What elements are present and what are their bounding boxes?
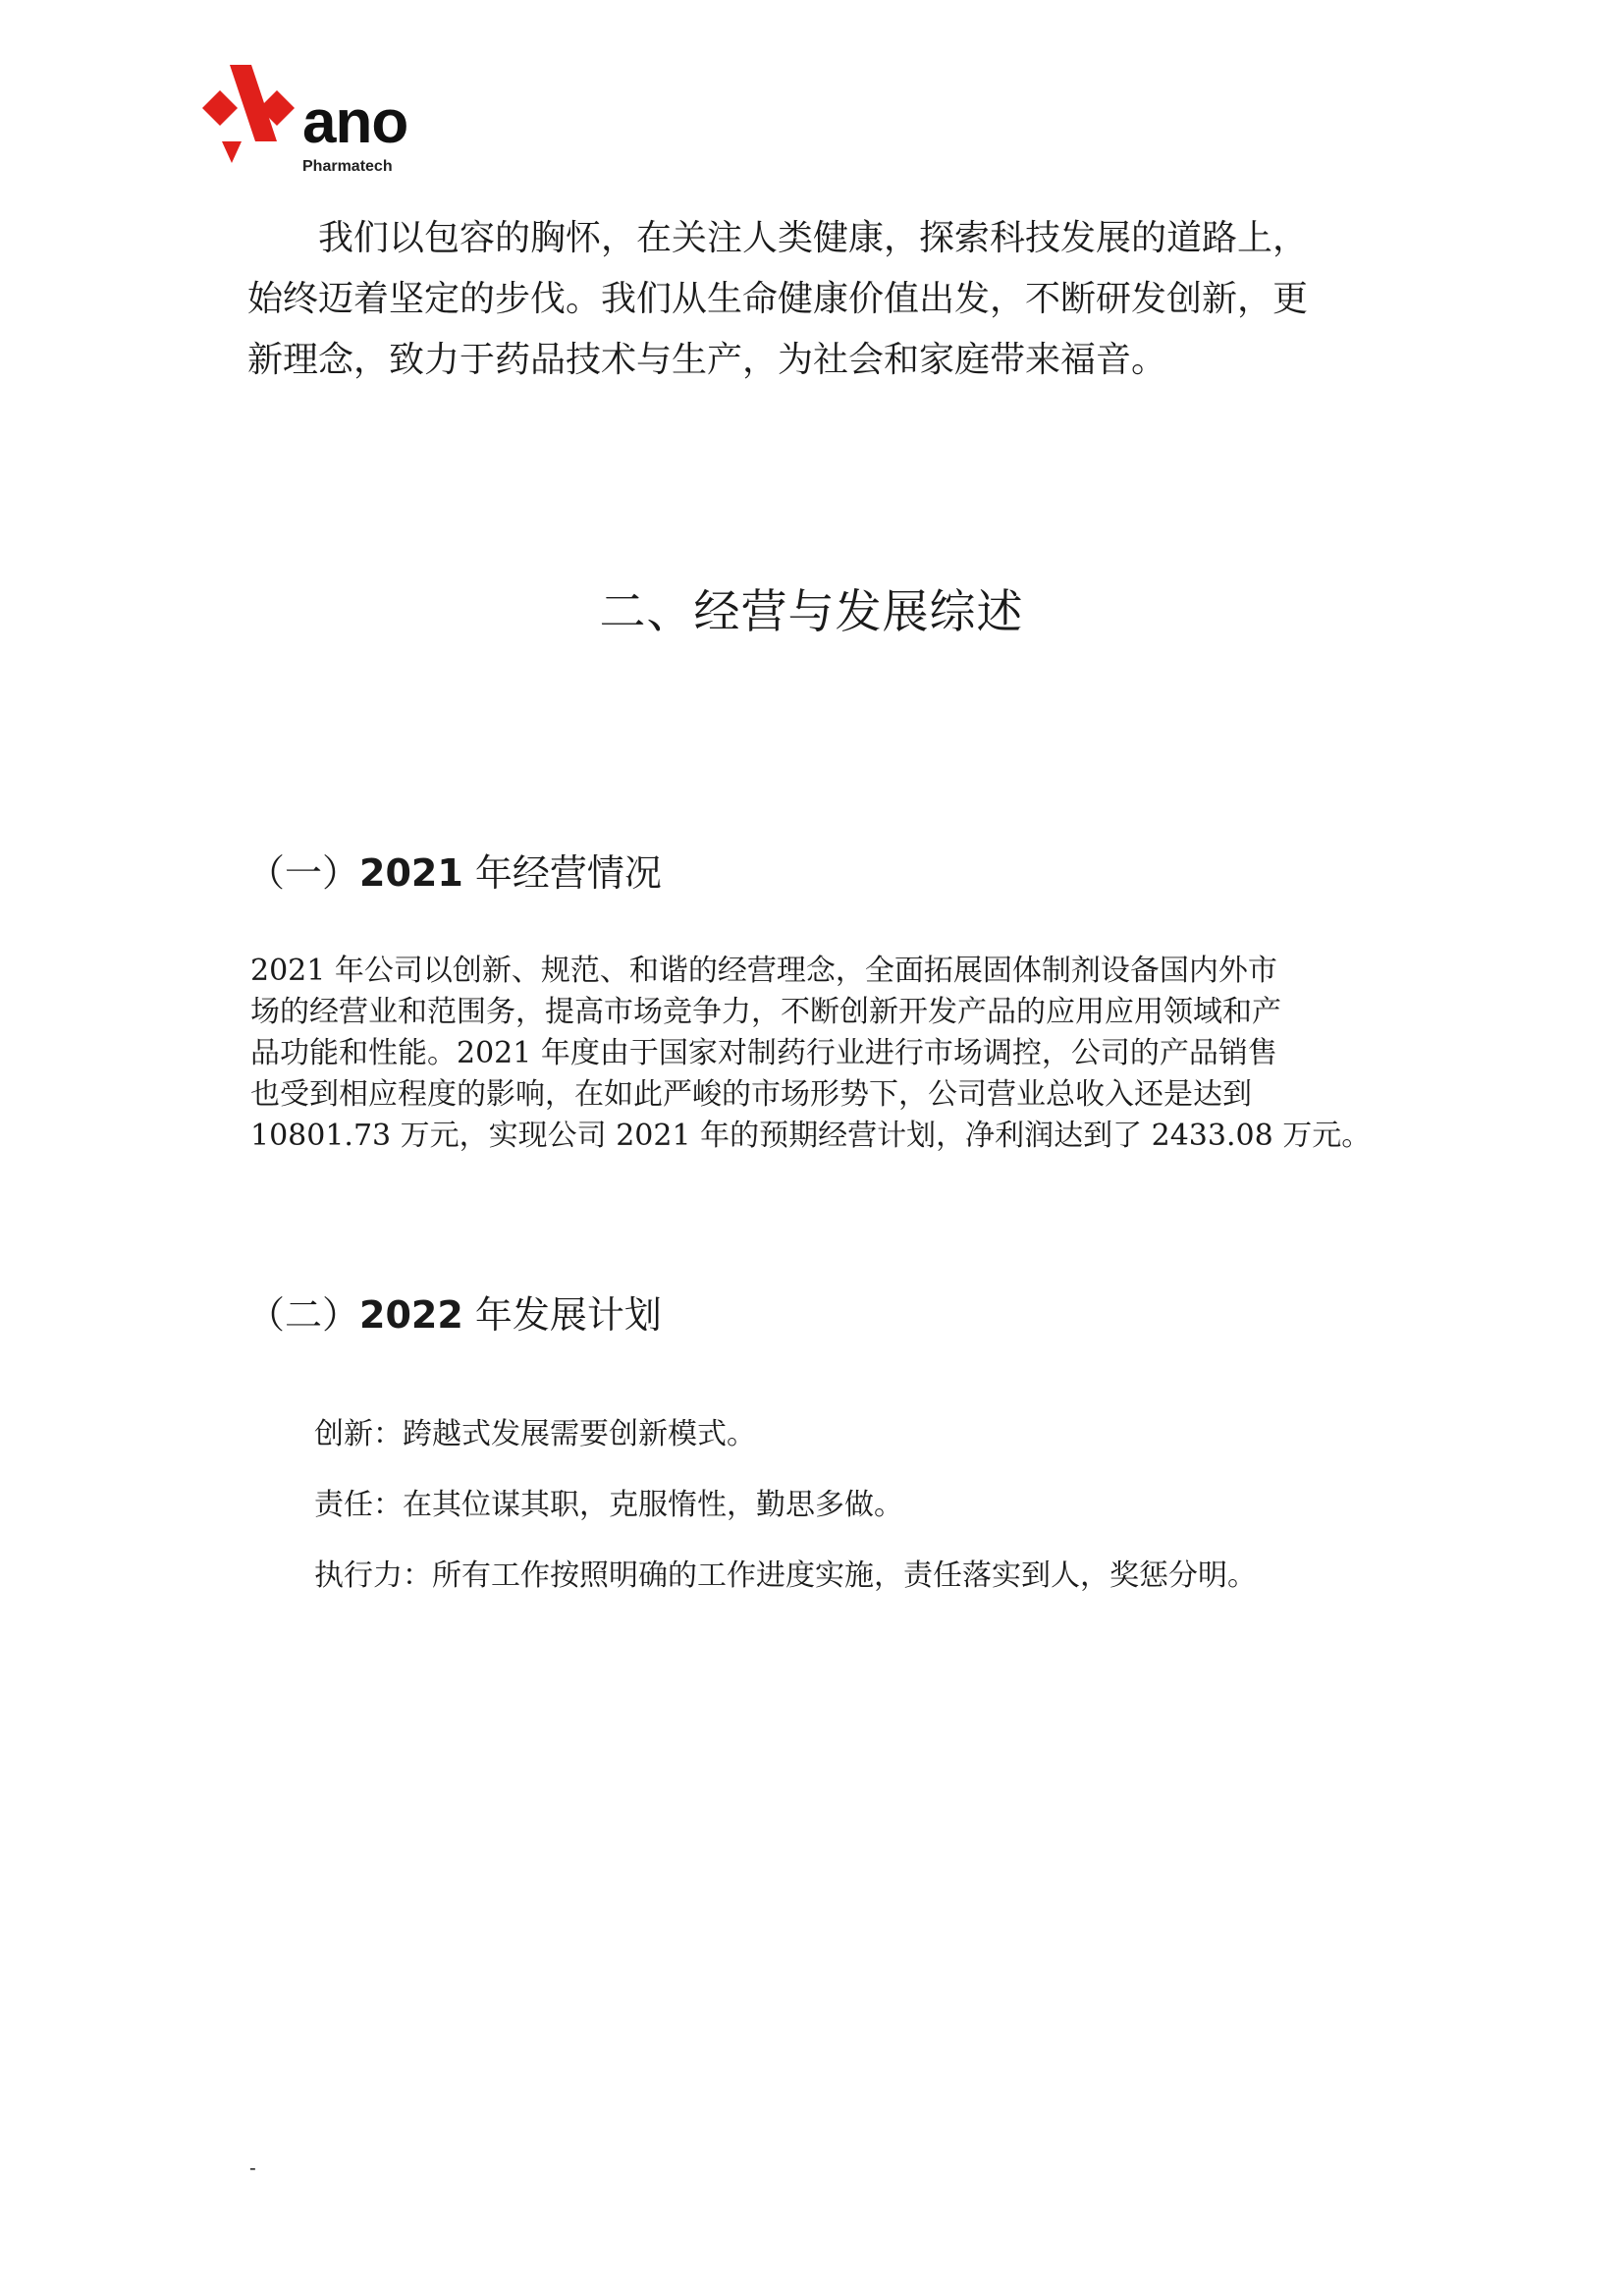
nano-logo-icon (194, 57, 304, 170)
logo-wordmark: ano (302, 88, 408, 156)
paragraph-line: 场的经营业和范围务，提高市场竞争力，不断创新开发产品的应用应用领域和产 (250, 995, 1281, 1029)
plan-item-responsibility: 责任：在其位谋其职，克服惰性，勤思多做。 (314, 1488, 903, 1522)
paragraph-line: 也受到相应程度的影响，在如此严峻的市场形势下，公司营业总收入还是达到 (250, 1077, 1252, 1112)
intro-line: 新理念，致力于药品技术与生产，为社会和家庭带来福音。 (247, 340, 1167, 380)
heading-year: 2021 (359, 851, 463, 895)
plan-item-execution: 执行力：所有工作按照明确的工作进度实施，责任落实到人，奖惩分明。 (314, 1558, 1257, 1593)
heading-suffix: 年经营情况 (462, 851, 662, 895)
logo-bottom-notch (222, 141, 242, 163)
heading-prefix: （二） (247, 1293, 360, 1337)
company-logo (194, 57, 410, 175)
intro-paragraph (247, 208, 1396, 391)
heading-year: 2022 (359, 1293, 463, 1337)
paragraph-line: 2021 年公司以创新、规范、和谐的经营理念，全面拓展固体制剂设备国内外市 (250, 954, 1277, 988)
operations-paragraph (250, 951, 1399, 1157)
intro-line: 始终迈着坚定的步伐。我们从生命健康价值出发，不断研发创新，更 (247, 279, 1309, 319)
heading-suffix: 年发展计划 (462, 1293, 662, 1337)
page-footer-mark: - (249, 2156, 256, 2179)
intro-line: 我们以包容的胸怀，在关注人类健康，探索科技发展的道路上， (247, 218, 1309, 258)
logo-subtitle: Pharmatech (302, 158, 393, 175)
development-plan-list (314, 1414, 1257, 1626)
subsection-heading-2021 (247, 851, 662, 895)
section-title: 二、经营与发展综述 (599, 585, 1024, 639)
paragraph-line: 10801.73 万元，实现公司 2021 年的预期经营计划，净利润达到了 2433.08 万元。 (250, 1119, 1372, 1153)
paragraph-line: 品功能和性能。2021 年度由于国家对制药行业进行市场调控，公司的产品销售 (250, 1036, 1277, 1070)
heading-prefix: （一） (247, 851, 360, 895)
plan-item-innovation: 创新：跨越式发展需要创新模式。 (314, 1417, 756, 1451)
logo-left-diamond (202, 90, 238, 126)
subsection-heading-2022 (247, 1293, 662, 1337)
